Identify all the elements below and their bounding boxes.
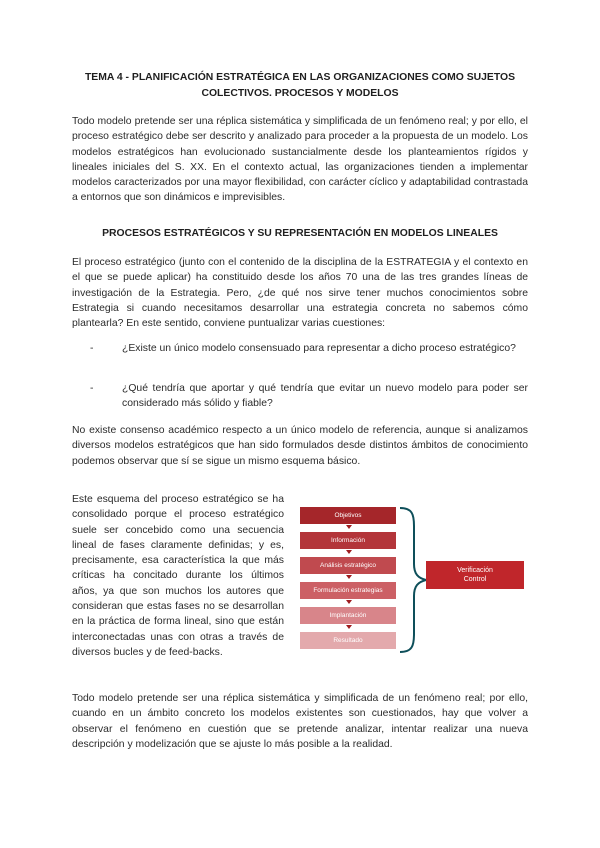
consensus-paragraph: No existe consenso académico respecto a un único modelo de referencia, aunque si analizamos diversos modelos estratégicos que han sido formulados desde distintos ámbitos de conocimiento podemos observar que sí se sigue un mismo esquema básico. (72, 425, 528, 467)
document-title (80, 70, 520, 102)
scheme-paragraph: Este esquema del proceso estratégico se ha consolidado porque el proceso estratégico suele ser concebido como una secuencia lineal de fases claramente definidas; y es, precisamente, esa característica la que más críticas ha concitado durante los últimos años, ya que son muchos los autores que consideran que estas fases no se desarrollan en la práctica de forma lineal, sino que están interconectadas unas con otras a través de diversos bucles y de feed-backs. (72, 494, 284, 658)
down-arrow-icon (346, 525, 352, 529)
down-arrow-icon (346, 550, 352, 554)
bullet-text: ¿Existe un único modelo consensuado para representar a dicho proceso estratégico? (122, 343, 516, 354)
down-arrow-icon (346, 575, 352, 579)
verification-label: Verificación (457, 567, 493, 574)
section-title: PROCESOS ESTRATÉGICOS Y SU REPRESENTACIÓN EN MODELOS LINEALES (102, 228, 498, 239)
strategic-process-diagram (296, 500, 536, 660)
process-paragraph: El proceso estratégico (junto con el contenido de la disciplina de la ESTRATEGIA y el contexto en el que se puede aplicar) ha constituido desde los años 70 una de las tres grandes líneas de investigación de la Estrategia. Pero, ¿de qué nos sirve tener muchos conocimientos sobre Estrategia si cuando necesitamos desarrollar una estrategia concreta no sabemos cómo plantearla? En este sentido, conviene puntualizar varias cuestiones: (72, 257, 528, 330)
closing-paragraph: Todo modelo pretende ser una réplica sistemática y simplificada de un fenómeno real; por ello, cuando en un ámbito concreto los modelos existentes son cuestionados, hay que volver a observar el fenómeno en cuestión que se pretende analizar, intentar realizar una nueva descripción y modelización que se ajuste lo más posible a la realidad. (72, 693, 528, 750)
diagram-step-analisis: Análisis estratégico (300, 557, 396, 574)
diagram-step-formulacion: Formulación estrategias (300, 582, 396, 599)
feedback-brace-icon (398, 506, 428, 654)
intro-paragraph: Todo modelo pretende ser una réplica sistemática y simplificada de un fenómeno real; y por ello, el proceso estratégico debe ser descrito y analizado para proceder a la propuesta de un modelo. Los modelos estratégicos han evolucionado sustancialmente desde los planteamientos rígidos y lineales iniciales del S. XX. En el contexto actual, las organizaciones tienden a implementar modelos caracterizados por una mayor flexibilidad, con carácter cíclico y adaptabilidad contrastada a entornos que son dinámicos e imprevisibles. (72, 116, 528, 204)
bullet-dash: - (90, 343, 94, 354)
bullet-dash: - (90, 383, 94, 394)
document-title-line1: TEMA 4 - PLANIFICACIÓN ESTRATÉGICA EN LAS ORGANIZACIONES COMO SUJETOS (84, 72, 516, 83)
bullet-text: ¿Qué tendría que aportar y qué tendría que evitar un nuevo modelo para poder ser considerado más sólido y fiable? (122, 383, 528, 410)
down-arrow-icon (346, 625, 352, 629)
question-bullet-1 (90, 341, 528, 356)
document-title-line2: COLECTIVOS. PROCESOS Y MODELOS (201, 88, 399, 99)
diagram-step-informacion: Información (300, 532, 396, 549)
diagram-step-resultado: Resultado (300, 632, 396, 649)
control-label: Control (463, 576, 487, 583)
verification-control-box (426, 561, 524, 589)
diagram-step-implantacion: Implantación (300, 607, 396, 624)
diagram-step-objetivos: Objetivos (300, 507, 396, 524)
down-arrow-icon (346, 600, 352, 604)
question-bullet-2 (90, 381, 528, 412)
